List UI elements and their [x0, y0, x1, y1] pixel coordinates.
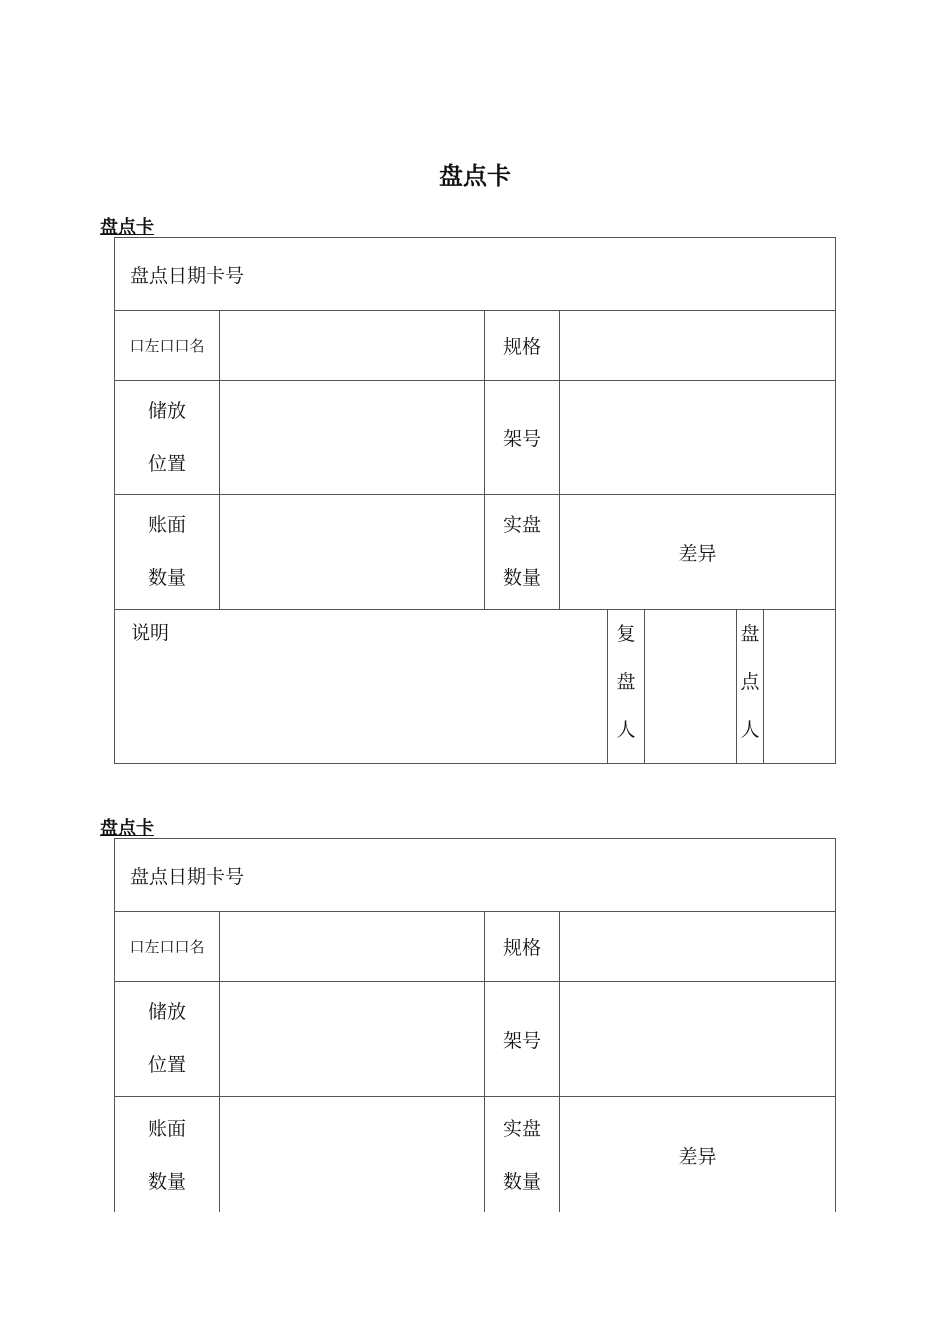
- inventory-card-2: [100, 819, 836, 1212]
- actual-quantity-line1: 实盘: [502, 514, 541, 536]
- spec-label: 规格: [484, 311, 559, 380]
- storage-label-line2: 位置: [147, 1054, 186, 1076]
- date-card-label: 盘点日期卡号: [130, 264, 245, 287]
- book-quantity-field[interactable]: [219, 1097, 484, 1212]
- shelf-label: 架号: [484, 381, 559, 494]
- storage-field[interactable]: [219, 982, 484, 1096]
- rechecker-char: 复: [616, 623, 636, 645]
- item-name-label: 口左口口名: [129, 337, 205, 355]
- card-heading: 盘点卡: [100, 818, 154, 839]
- actual-quantity-line1: 实盘: [502, 1117, 541, 1140]
- item-name-row: [115, 912, 835, 982]
- counter-char: 点: [740, 671, 760, 693]
- spec-label: 规格: [484, 912, 559, 981]
- item-name-field[interactable]: [219, 912, 484, 981]
- counter-char: 盘: [740, 623, 760, 645]
- card-table: [114, 838, 836, 1212]
- spec-field[interactable]: [559, 912, 835, 981]
- card-heading: 盘点卡: [100, 217, 154, 238]
- difference-label: 差异: [559, 1097, 835, 1212]
- book-quantity-line2: 数量: [147, 567, 186, 589]
- actual-quantity-line2: 数量: [502, 567, 541, 589]
- page-title: 盘点卡: [439, 162, 511, 190]
- difference-label: 差异: [559, 495, 835, 609]
- date-card-label: 盘点日期卡号: [130, 865, 245, 888]
- quantity-row: [115, 1097, 835, 1212]
- book-quantity-label: [115, 1097, 219, 1212]
- date-card-row: [115, 839, 835, 912]
- storage-row: [115, 982, 835, 1097]
- item-name-label: 口左口口名: [129, 938, 205, 956]
- book-quantity-line2: 数量: [147, 1170, 186, 1193]
- book-quantity-line1: 账面: [147, 514, 186, 536]
- actual-quantity-label: [484, 1097, 559, 1212]
- storage-label: [115, 982, 219, 1096]
- storage-label-line1: 储放: [147, 399, 186, 422]
- note-label: 说明: [131, 622, 170, 644]
- book-quantity-line1: 账面: [147, 1117, 186, 1140]
- actual-quantity-line2: 数量: [502, 1170, 541, 1193]
- rechecker-char: 盘: [616, 671, 636, 693]
- shelf-label: 架号: [484, 982, 559, 1096]
- storage-label-line1: 储放: [147, 1001, 186, 1023]
- shelf-field[interactable]: [559, 982, 835, 1096]
- counter-char: 人: [740, 719, 760, 741]
- rechecker-char: 人: [616, 719, 636, 741]
- storage-label-line2: 位置: [147, 452, 186, 475]
